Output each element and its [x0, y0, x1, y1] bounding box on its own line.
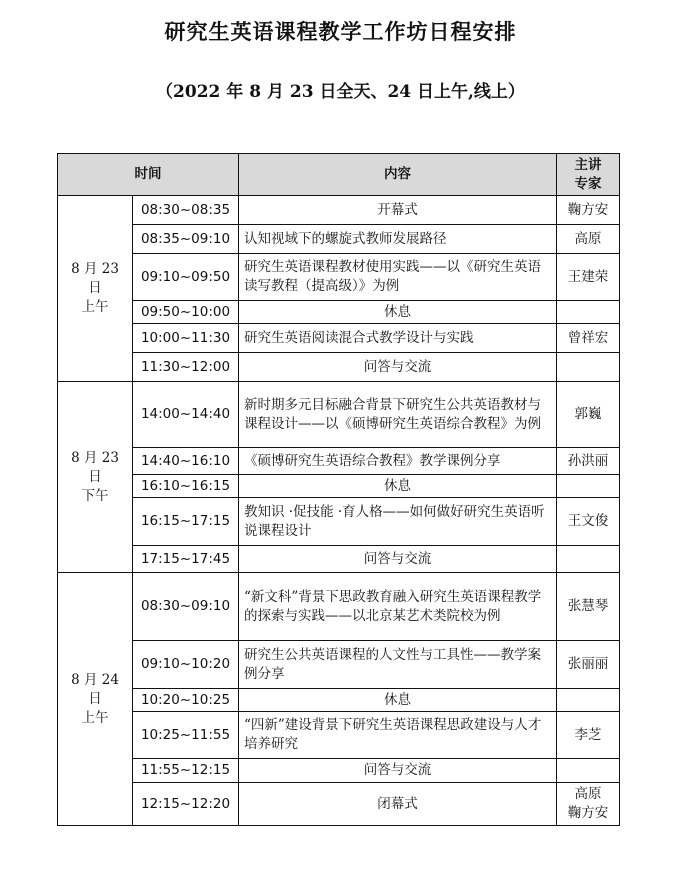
session-content: 问答与交流 [239, 759, 557, 783]
session-content: 休息 [239, 475, 557, 498]
time-slot: 10:25~11:55 [133, 712, 239, 759]
speaker-name: 鞠方安 [567, 805, 609, 821]
speaker-cell [557, 353, 620, 382]
time-slot: 11:55~12:15 [133, 759, 239, 783]
page-title: 研究生英语课程教学工作坊日程安排 [164, 19, 517, 44]
speaker-cell [557, 573, 620, 641]
time-slot: 09:10~09:50 [133, 254, 239, 301]
schedule-row [58, 448, 620, 475]
page-subtitle: （2022 年 8 月 23 日全天、24 日上午,线上） [156, 82, 525, 102]
time-slot: 14:00~14:40 [133, 382, 239, 448]
session-content: “四新”建设背景下研究生英语课程思政建设与人才培养研究 [239, 712, 557, 759]
speaker-cell [557, 324, 620, 353]
schedule-row [58, 498, 620, 546]
speaker-cell [557, 759, 620, 783]
schedule-row [58, 301, 620, 324]
schedule-row [58, 475, 620, 498]
session-content: 认知视域下的螺旋式教师发展路径 [239, 225, 557, 254]
speaker-name: 孙洪丽 [567, 452, 609, 469]
session-date-cell [58, 196, 133, 382]
schedule-row [58, 689, 620, 712]
speaker-cell [557, 301, 620, 324]
speaker-name: 曾祥宏 [567, 329, 609, 346]
speaker-cell [557, 225, 620, 254]
schedule-row [58, 783, 620, 826]
session-date: 8 月 23 日 [71, 261, 119, 296]
time-slot: 16:15~17:15 [133, 498, 239, 546]
speaker-cell [557, 475, 620, 498]
session-content: 《硕博研究生英语综合教程》教学课例分享 [239, 448, 557, 475]
time-slot: 16:10~16:15 [133, 475, 239, 498]
schedule-row [58, 324, 620, 353]
time-slot: 12:15~12:20 [133, 783, 239, 826]
speaker-name: 李芝 [574, 726, 602, 743]
session-period: 下午 [81, 487, 109, 504]
speaker-cell [557, 254, 620, 301]
speaker-cell [557, 641, 620, 689]
session-content: “新文科”背景下思政教育融入研究生英语课程教学的探索与实践——以北京某艺术类院校为例 [239, 573, 557, 641]
session-date: 8 月 24 日 [71, 671, 119, 707]
session-content: 休息 [239, 689, 557, 712]
session-content: 开幕式 [239, 196, 557, 225]
speaker-name: 张丽丽 [567, 656, 609, 672]
schedule-row [58, 225, 620, 254]
time-slot: 11:30~12:00 [133, 353, 239, 382]
session-content: 研究生英语阅读混合式教学设计与实践 [239, 324, 557, 353]
header-content: 内容 [239, 154, 557, 196]
speaker-name: 鞠方安 [567, 201, 609, 218]
schedule-row [58, 254, 620, 301]
speaker-name: 张慧琴 [567, 598, 609, 614]
session-content: 研究生公共英语课程的人文性与工具性——教学案例分享 [239, 641, 557, 689]
time-slot: 17:15~17:45 [133, 546, 239, 573]
session-date-cell [58, 573, 133, 826]
schedule-row [58, 353, 620, 382]
speaker-cell [557, 196, 620, 225]
time-slot: 10:00~11:30 [133, 324, 239, 353]
session-content: 新时期多元目标融合背景下研究生公共英语教材与课程设计——以《硕博研究生英语综合教程》为例 [239, 382, 557, 448]
session-period: 上午 [81, 709, 109, 726]
time-slot: 08:35~09:10 [133, 225, 239, 254]
speaker-name: 王文俊 [567, 513, 609, 529]
schedule-row [58, 641, 620, 689]
time-slot: 08:30~08:35 [133, 196, 239, 225]
session-content: 教知识 ·促技能 ·育人格——如何做好研究生英语听说课程设计 [239, 498, 557, 546]
speaker-name: 王建荣 [567, 268, 609, 285]
schedule-row [58, 759, 620, 783]
speaker-cell [557, 382, 620, 448]
time-slot: 14:40~16:10 [133, 448, 239, 475]
speaker-name: 高原 [574, 230, 602, 247]
schedule-row [58, 712, 620, 759]
time-slot: 09:10~10:20 [133, 641, 239, 689]
time-slot: 09:50~10:00 [133, 301, 239, 324]
time-slot: 08:30~09:10 [133, 573, 239, 641]
header-speaker-line2: 专家 [574, 175, 602, 192]
speaker-cell [557, 783, 620, 826]
speaker-name: 高原 [574, 786, 602, 802]
speaker-cell [557, 689, 620, 712]
speaker-cell [557, 546, 620, 573]
speaker-cell [557, 712, 620, 759]
schedule-row [58, 196, 620, 225]
header-speaker [557, 154, 620, 196]
time-slot: 10:20~10:25 [133, 689, 239, 712]
session-content: 问答与交流 [239, 546, 557, 573]
session-content: 闭幕式 [239, 783, 557, 826]
speaker-cell [557, 498, 620, 546]
schedule-body [58, 196, 620, 826]
schedule-row [58, 573, 620, 641]
schedule-row [58, 546, 620, 573]
schedule-row [58, 382, 620, 448]
speaker-cell [557, 448, 620, 475]
session-content: 休息 [239, 301, 557, 324]
session-content: 问答与交流 [239, 353, 557, 382]
header-time: 时间 [58, 154, 239, 196]
session-date-cell [58, 382, 133, 573]
header-row [58, 154, 620, 196]
schedule-table [57, 153, 620, 826]
session-date: 8 月 23 日 [71, 449, 119, 485]
session-content: 研究生英语课程教材使用实践——以《研究生英语读写教程（提高级）》为例 [239, 254, 557, 301]
session-period: 上午 [81, 299, 109, 315]
speaker-name: 郭巍 [574, 406, 602, 422]
header-speaker-line1: 主讲 [574, 156, 602, 173]
